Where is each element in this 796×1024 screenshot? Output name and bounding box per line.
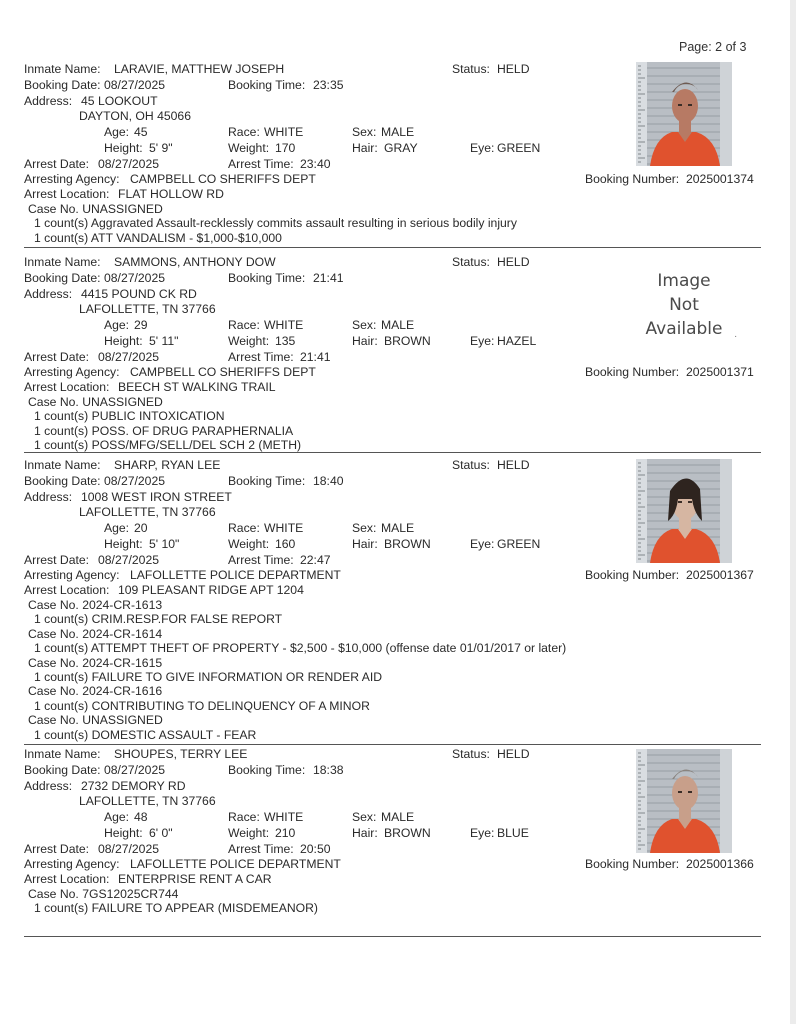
address-line-2: LAFOLLETTE, TN 37766 — [79, 302, 216, 316]
booking-time: 21:41 — [313, 271, 344, 285]
inmate-name-label: Inmate Name: — [24, 62, 101, 76]
weight: 210 — [275, 826, 296, 840]
age-label: Age: — [104, 318, 130, 332]
case-number: Case No. 7GS12025CR744 — [28, 887, 179, 901]
address-line-1: 4415 POUND CK RD — [81, 287, 197, 301]
address-label: Address: — [24, 94, 73, 108]
charge-line: 1 count(s) POSS/MFG/SELL/DEL SCH 2 (METH) — [34, 438, 302, 453]
charge-line: 1 count(s) POSS. OF DRUG PARAPHERNALIA — [34, 423, 294, 438]
address-line-2: LAFOLLETTE, TN 37766 — [79, 505, 216, 519]
booking-time: 23:35 — [313, 78, 344, 92]
height: 5' 11" — [149, 334, 179, 348]
age: 29 — [134, 318, 148, 332]
booking-number: 2025001374 — [686, 172, 754, 186]
mugshot-photo — [636, 749, 732, 853]
booking-date-label: Booking Date: — [24, 763, 101, 777]
sex: MALE — [381, 125, 415, 139]
inmate-name-label: Inmate Name: — [24, 458, 101, 472]
booking-date: 08/27/2025 — [104, 271, 165, 285]
height-label: Height: — [104, 826, 143, 840]
arrest-location-label: Arrest Location: — [24, 583, 110, 597]
age-label: Age: — [104, 125, 130, 139]
case-number: Case No. 2024-CR-1616 — [28, 684, 163, 699]
weight-label: Weight: — [228, 826, 270, 840]
case-number: Case No. UNASSIGNED — [28, 395, 163, 409]
arrest-location-label: Arrest Location: — [24, 187, 110, 201]
arrest-date-label: Arrest Date: — [24, 842, 90, 856]
charge-line: 1 count(s) ATT VANDALISM - $1,000-$10,000 — [34, 230, 282, 245]
race-label: Race: — [228, 810, 260, 824]
record-divider — [24, 936, 761, 937]
booking-number-label: Booking Number: — [585, 365, 680, 379]
arrest-location: FLAT HOLLOW RD — [118, 187, 224, 201]
sex: MALE — [381, 521, 415, 535]
arrest-location: ENTERPRISE RENT A CAR — [118, 872, 272, 886]
race: WHITE — [264, 521, 304, 535]
weight: 160 — [275, 537, 296, 551]
eye: HAZEL — [497, 334, 537, 348]
arresting-agency-label: Arresting Agency: — [24, 172, 120, 186]
booking-number: 2025001366 — [686, 857, 754, 871]
height-label: Height: — [104, 334, 143, 348]
weight: 170 — [275, 141, 296, 155]
inmate-name: SAMMONS, ANTHONY DOW — [114, 255, 276, 269]
arrest-time: 23:40 — [300, 157, 331, 171]
case-number: Case No. UNASSIGNED — [28, 713, 163, 728]
sex: MALE — [381, 318, 415, 332]
status-value: HELD — [497, 255, 530, 269]
age: 45 — [134, 125, 148, 139]
arrest-location: 109 PLEASANT RIDGE APT 1204 — [118, 583, 304, 597]
arrest-time-label: Arrest Time: — [228, 842, 294, 856]
scan-edge — [790, 0, 796, 1024]
address-line-1: 2732 DEMORY RD — [81, 779, 186, 793]
record-divider — [24, 452, 761, 453]
charge-line: 1 count(s) FAILURE TO APPEAR (MISDEMEANOR) — [34, 901, 318, 916]
charge-line: 1 count(s) PUBLIC INTOXICATION — [34, 409, 225, 424]
case-number: Case No. 2024-CR-1613 — [28, 598, 163, 612]
age-label: Age: — [104, 521, 130, 535]
booking-time-label: Booking Time: — [228, 763, 306, 777]
record-divider — [24, 247, 761, 248]
arrest-date-label: Arrest Date: — [24, 350, 90, 364]
mugshot-photo — [636, 62, 732, 166]
booking-time-label: Booking Time: — [228, 271, 306, 285]
booking-time: 18:38 — [313, 763, 344, 777]
arresting-agency: LAFOLLETTE POLICE DEPARTMENT — [130, 857, 341, 871]
height: 6' 0" — [149, 826, 173, 840]
eye: BLUE — [497, 826, 529, 840]
weight: 135 — [275, 334, 296, 348]
image-not-available-text: Image — [657, 271, 711, 291]
status-label: Status: — [452, 458, 490, 472]
status-label: Status: — [452, 747, 490, 761]
booking-time-label: Booking Time: — [228, 78, 306, 92]
hair-label: Hair: — [352, 141, 378, 155]
eye-label: Eye: — [470, 334, 495, 348]
arresting-agency: LAFOLLETTE POLICE DEPARTMENT — [130, 568, 341, 582]
arrest-date: 08/27/2025 — [98, 842, 159, 856]
arrest-time: 21:41 — [300, 350, 331, 364]
weight-label: Weight: — [228, 334, 270, 348]
image-not-available-text: Not — [669, 295, 699, 315]
case-number: Case No. UNASSIGNED — [28, 202, 163, 216]
race-label: Race: — [228, 125, 260, 139]
hair: GRAY — [384, 141, 418, 155]
race: WHITE — [264, 125, 304, 139]
booking-date: 08/27/2025 — [104, 78, 165, 92]
hair-label: Hair: — [352, 334, 378, 348]
image-not-available-text: Available — [645, 319, 723, 339]
image-not-available — [636, 269, 732, 373]
height: 5' 9" — [149, 141, 173, 155]
sex-label: Sex: — [352, 521, 377, 535]
eye: GREEN — [497, 141, 541, 155]
hair-label: Hair: — [352, 537, 378, 551]
page-number: Page: 2 of 3 — [679, 40, 747, 54]
address-line-2: DAYTON, OH 45066 — [79, 109, 191, 123]
inmate-name-label: Inmate Name: — [24, 255, 101, 269]
hair: BROWN — [384, 334, 431, 348]
eye-label: Eye: — [470, 141, 495, 155]
scan-speck: · — [734, 331, 738, 342]
mugshot-photo — [636, 459, 732, 563]
height: 5' 10" — [149, 537, 180, 551]
eye-label: Eye: — [470, 826, 495, 840]
sex-label: Sex: — [352, 318, 377, 332]
arrest-time-label: Arrest Time: — [228, 350, 294, 364]
booking-time: 18:40 — [313, 474, 344, 488]
address-line-1: 45 LOOKOUT — [81, 94, 158, 108]
arresting-agency-label: Arresting Agency: — [24, 365, 120, 379]
arresting-agency-label: Arresting Agency: — [24, 568, 120, 582]
booking-date: 08/27/2025 — [104, 474, 165, 488]
arrest-date-label: Arrest Date: — [24, 157, 90, 171]
height-label: Height: — [104, 537, 143, 551]
arresting-agency-label: Arresting Agency: — [24, 857, 120, 871]
arrest-time: 22:47 — [300, 553, 331, 567]
booking-date-label: Booking Date: — [24, 271, 101, 285]
booking-time-label: Booking Time: — [228, 474, 306, 488]
race-label: Race: — [228, 521, 260, 535]
address-label: Address: — [24, 490, 73, 504]
status-label: Status: — [452, 255, 490, 269]
arrest-date: 08/27/2025 — [98, 157, 159, 171]
arresting-agency: CAMPBELL CO SHERIFFS DEPT — [130, 365, 316, 379]
status-value: HELD — [497, 62, 530, 76]
race-label: Race: — [228, 318, 260, 332]
arrest-time-label: Arrest Time: — [228, 553, 294, 567]
charge-line: 1 count(s) FAILURE TO GIVE INFORMATION OR RENDER AID — [34, 670, 383, 684]
age: 48 — [134, 810, 148, 824]
arresting-agency: CAMPBELL CO SHERIFFS DEPT — [130, 172, 316, 186]
case-number: Case No. 2024-CR-1614 — [28, 626, 163, 641]
charge-line: 1 count(s) ATTEMPT THEFT OF PROPERTY - $2,500 - $10,000 (offense date 01/01/2017 or later) — [34, 641, 567, 656]
status-value: HELD — [497, 747, 530, 761]
sex-label: Sex: — [352, 125, 377, 139]
arrest-location: BEECH ST WALKING TRAIL — [118, 380, 276, 394]
inmate-name-label: Inmate Name: — [24, 747, 101, 761]
booking-number-label: Booking Number: — [585, 568, 680, 582]
record-divider — [24, 744, 761, 745]
age: 20 — [134, 521, 148, 535]
race: WHITE — [264, 810, 304, 824]
booking-date: 08/27/2025 — [104, 763, 165, 777]
charge-line: 1 count(s) Aggravated Assault-recklessly commits assault resulting in serious bodily injury — [34, 216, 517, 231]
booking-number: 2025001367 — [686, 568, 754, 582]
weight-label: Weight: — [228, 537, 270, 551]
case-number: Case No. 2024-CR-1615 — [28, 655, 163, 670]
hair: BROWN — [384, 537, 431, 551]
address-line-1: 1008 WEST IRON STREET — [81, 490, 232, 504]
booking-number-label: Booking Number: — [585, 172, 680, 186]
booking-number: 2025001371 — [686, 365, 754, 379]
eye: GREEN — [497, 537, 541, 551]
inmate-name: SHOUPES, TERRY LEE — [114, 747, 248, 761]
hair: BROWN — [384, 826, 431, 840]
booking-date-label: Booking Date: — [24, 78, 101, 92]
status-label: Status: — [452, 62, 490, 76]
arrest-date-label: Arrest Date: — [24, 553, 90, 567]
booking-number-label: Booking Number: — [585, 857, 680, 871]
inmate-name: LARAVIE, MATTHEW JOSEPH — [114, 62, 285, 76]
arrest-location-label: Arrest Location: — [24, 380, 110, 394]
charge-line: 1 count(s) DOMESTIC ASSAULT - FEAR — [34, 727, 257, 742]
age-label: Age: — [104, 810, 130, 824]
address-label: Address: — [24, 287, 73, 301]
address-line-2: LAFOLLETTE, TN 37766 — [79, 794, 216, 808]
arrest-date: 08/27/2025 — [98, 350, 159, 364]
race: WHITE — [264, 318, 304, 332]
arrest-location-label: Arrest Location: — [24, 872, 110, 886]
address-label: Address: — [24, 779, 73, 793]
arrest-time-label: Arrest Time: — [228, 157, 294, 171]
weight-label: Weight: — [228, 141, 270, 155]
sex-label: Sex: — [352, 810, 377, 824]
arrest-time: 20:50 — [300, 842, 331, 856]
inmate-name: SHARP, RYAN LEE — [114, 458, 221, 472]
arrest-date: 08/27/2025 — [98, 553, 159, 567]
height-label: Height: — [104, 141, 143, 155]
charge-line: 1 count(s) CRIM.RESP.FOR FALSE REPORT — [34, 612, 283, 627]
eye-label: Eye: — [470, 537, 495, 551]
status-value: HELD — [497, 458, 530, 472]
booking-date-label: Booking Date: — [24, 474, 101, 488]
sex: MALE — [381, 810, 415, 824]
charge-line: 1 count(s) CONTRIBUTING TO DELINQUENCY OF A MINOR — [34, 698, 370, 713]
hair-label: Hair: — [352, 826, 378, 840]
